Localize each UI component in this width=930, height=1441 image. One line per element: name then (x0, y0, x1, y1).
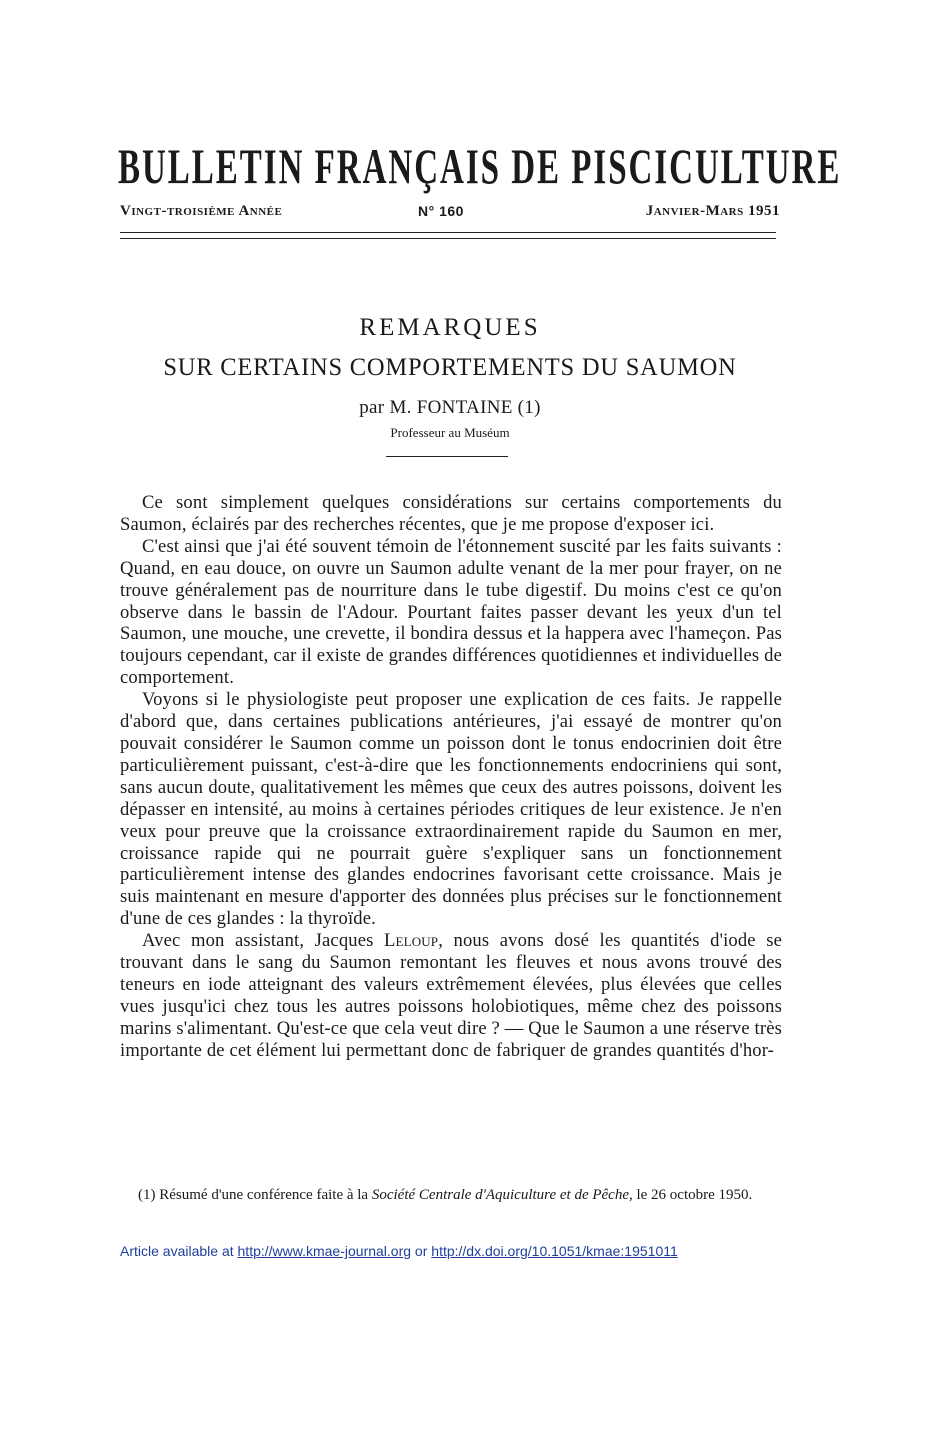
paragraph-2: C'est ainsi que j'ai été souvent témoin de l'étonnement suscité par les faits suivants : Quand, en eau douce, on ouvre un Saumon adulte venant de la mer pour frayer, on ne trouve généralement pas de nourriture dans le tube digestif. Du moins c'est ce qu'on observe dans le bassin de l'Adour. Pourtant faites passer devant les yeux d'un tel Saumon, une mouche, une crevette, il bondira dessus et la happera avec l'hameçon. Pas toujours cependant, car il existe de grandes différences quotidiennes et individuelles de comportement. (120, 535, 782, 689)
author-affiliation: Professeur au Muséum (390, 425, 510, 440)
journal-title: BULLETIN FRANÇAIS DE PISCICULTURE (118, 138, 842, 194)
issue-edition: Vingt-troisième Année (120, 203, 283, 219)
issue-date: Janvier-Mars 1951 (645, 203, 780, 219)
issue-number: N° 160 (418, 203, 464, 219)
doi-link[interactable]: http://dx.doi.org/10.1051/kmae:1951011 (431, 1243, 678, 1259)
header-rule-bottom (120, 238, 776, 239)
paragraph-4 (120, 930, 782, 1061)
availability-or: or (411, 1243, 432, 1259)
assistant-name: Leloup (384, 930, 439, 952)
article-title: REMARQUES (359, 314, 541, 341)
article-subtitle: SUR CERTAINS COMPORTEMENTS DU SAUMON (163, 354, 737, 381)
journal-link[interactable]: http://www.kmae-journal.org (237, 1243, 412, 1259)
availability-line (120, 1243, 678, 1259)
footnote-text: (1) Résumé d'une conférence faite à la (138, 1187, 372, 1203)
article-body (120, 492, 782, 1062)
paragraph-3: Voyons si le physiologiste peut proposer une explication de ces faits. Je rappelle d'abord que, dans certaines publications antérieures, j'ai essayé de montrer qu'on pouvait considérer le Saumon comme un poisson dont le tonus endocrinien doit être particulièrement puissant, c'est-à-dire que les fonctionnements endocriniens qui sont, sans aucun doute, qualitativement les mêmes que ceux des autres poissons, doivent les dépasser en intensité, au moins à certaines périodes critiques de leur existence. Je n'en veux pour preuve que la croissance extraordinairement rapide du Saumon en mer, croissance rapide qui ne pourrait guère s'expliquer sans un fonctionnement particulièrement intense des glandes endocrines favorisant cette croissance. Mais je suis maintenant en mesure d'apporter des données plus précises sur le fonctionnement d'une de ces glandes : la thyroïde. (120, 689, 782, 930)
availability-prefix: Article available at (120, 1243, 238, 1259)
paragraph-4-rest: , nous avons dosé les quantités d'iode se trouvant dans le sang du Saumon remontant les fleuves et nous avons trouvé des teneurs en iode atteignant des valeurs extrêmement élevées, plus élevées que celles vues jusqu'ici chez tous les autres poissons holobiotiques, même chez des poissons marins s'alimentant. Qu'est-ce que cela veut dire ? — Que le Saumon a une réserve très importante de cet élément lui permettant donc de fabriquer de grandes quantités d'hor- (120, 930, 783, 1061)
header-rule-top (120, 232, 776, 233)
paragraph-4-start: Avec mon assistant, Jacques (142, 930, 385, 952)
title-separator (386, 456, 508, 457)
issue-line (120, 203, 780, 223)
footnote-date: le 26 octobre 1950. (632, 1187, 753, 1203)
footnote-society: Société Centrale d'Aquiculture et de Pêche, (371, 1187, 633, 1203)
article-byline: par M. FONTAINE (1) (359, 397, 541, 418)
footnote (120, 1186, 780, 1205)
paragraph-1: Ce sont simplement quelques considérations sur certains comportements du Saumon, éclairés par des recherches récentes, que je me propose d'exposer ici. (120, 492, 782, 535)
